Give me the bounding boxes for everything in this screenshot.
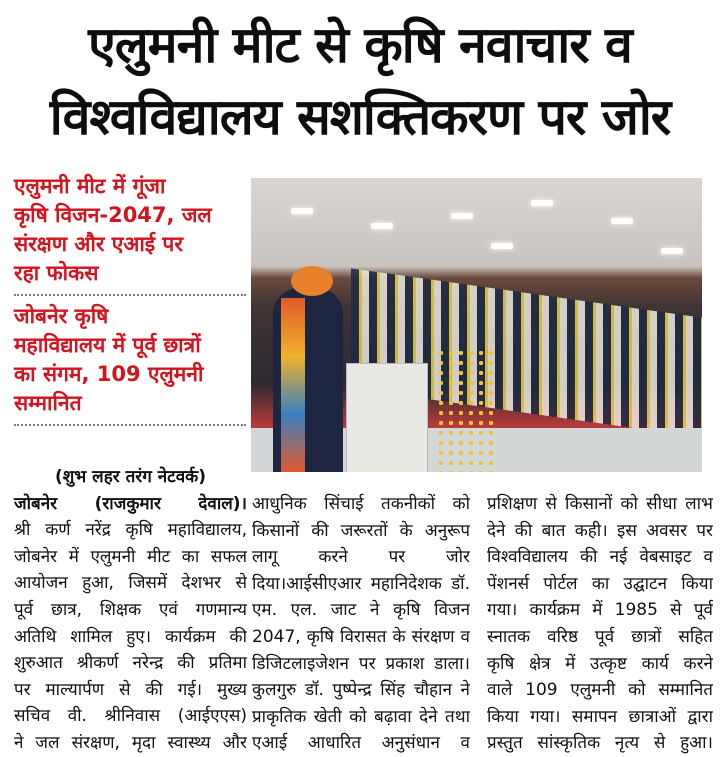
text-line: 2047, कृषि विरासत के संरक्षण व bbox=[252, 626, 470, 647]
subhead-line: जोबनेर कृषि bbox=[14, 304, 109, 328]
text-line: पूर्व छात्र, शिक्षक एवं गणमान्य bbox=[14, 599, 247, 620]
text-line: शुरुआत श्रीकर्ण नरेन्द्र की प्रतिमा bbox=[14, 653, 247, 674]
text-line: लागू करने पर जोर bbox=[252, 547, 470, 568]
text-line: अतिथि शामिल हुए। कार्यक्रम की bbox=[14, 626, 247, 647]
ceiling-light bbox=[371, 223, 393, 229]
subhead-line: एलुमनी मीट में गूंजा bbox=[14, 174, 166, 198]
text-line: स्नातक वरिष्ठ पूर्व छात्रों सहित bbox=[487, 626, 713, 647]
ceiling-light bbox=[611, 218, 633, 224]
text-line: आधुनिक सिंचाई तकनीकों को bbox=[252, 494, 470, 514]
headline-line-2: विश्वविद्यालय सशक्तिकरण पर जोर bbox=[49, 88, 671, 146]
text-line: डिजिटलाइजेशन पर प्रकाश डाला। bbox=[252, 653, 470, 674]
headline-line-1: एलुमनी मीट से कृषि नवाचार व bbox=[88, 16, 632, 74]
subheads bbox=[14, 172, 246, 432]
flower-decoration bbox=[436, 348, 496, 472]
column-body bbox=[14, 517, 247, 756]
subhead-2 bbox=[14, 302, 246, 418]
ceiling-light bbox=[491, 243, 513, 249]
article-column-3 bbox=[487, 491, 713, 757]
text-line: किया गया। समापन छात्राओं द्वारा bbox=[487, 706, 713, 727]
article-column-1 bbox=[14, 464, 247, 757]
ceiling-light bbox=[531, 200, 553, 206]
text-line: जोबनेर में एलुमनी मीट का सफल bbox=[14, 546, 247, 567]
text-line: दिया।आईसीएआर महानिदेशक डॉ. bbox=[252, 573, 470, 594]
speaker-scarf bbox=[281, 298, 305, 472]
event-photo bbox=[251, 178, 702, 472]
subhead-line: का संगम, 109 एलुमनी bbox=[14, 362, 204, 386]
text-line: आयोजन हुआ, जिसमें देशभर से bbox=[14, 573, 247, 594]
text-line: एम. एल. जाट ने कृषि विजन bbox=[252, 600, 470, 621]
ceiling-light bbox=[661, 248, 683, 254]
article-column-2 bbox=[252, 491, 470, 757]
text-line: सचिव वी. श्रीनिवास (आईएएस) bbox=[14, 706, 247, 727]
text-line: गया। कार्यक्रम में 1985 से पूर्व bbox=[487, 600, 713, 621]
text-line: एआई आधारित अनुसंधान व bbox=[252, 733, 470, 754]
text-line: प्रशिक्षण से किसानों को सीधा लाभ bbox=[487, 494, 713, 514]
dotted-divider bbox=[14, 424, 246, 426]
text-line: प्राकृतिक खेती को बढ़ावा देने तथा bbox=[252, 706, 470, 727]
text-line: विश्वविद्यालय की नई वेबसाइट व bbox=[487, 547, 713, 568]
subhead-line: रहा फोकस bbox=[14, 261, 99, 285]
subhead-line: कृषि विजन-2047, जल bbox=[14, 203, 212, 227]
text-line: देने की बात कही। इस अवसर पर bbox=[487, 520, 713, 541]
text-line: कृषि क्षेत्र में उत्कृष्ट कार्य करने bbox=[487, 653, 713, 674]
subhead-line: संरक्षण और एआई पर bbox=[14, 232, 183, 256]
subhead-line: सम्मानित bbox=[14, 391, 82, 415]
text-line: कुलगुरु डॉ. पुष्पेन्द्र सिंह चौहान ने bbox=[252, 680, 470, 701]
byline: (शुभ लहर तरंग नेटवर्क) bbox=[54, 467, 207, 487]
ceiling-light bbox=[451, 213, 473, 219]
dateline: जोबनेर (राजकुमार देवाल)। bbox=[14, 493, 247, 514]
text-line: पर माल्यार्पण से की गई। मुख्य bbox=[14, 679, 247, 700]
subhead-line: महाविद्यालय में पूर्व छात्रों bbox=[14, 333, 201, 357]
subhead-1 bbox=[14, 172, 246, 288]
podium bbox=[346, 363, 428, 472]
text-line: किसानों की जरूरतों के अनुरूप bbox=[252, 520, 470, 541]
text-line: पेंशनर्स पोर्टल का उद्घाटन किया bbox=[487, 573, 713, 594]
ceiling-light bbox=[291, 208, 313, 214]
speaker-turban bbox=[291, 266, 333, 296]
text-line: श्री कर्ण नरेंद्र कृषि महाविद्यालय, bbox=[14, 520, 247, 541]
text-line: ने जल संरक्षण, मृदा स्वास्थ्य और bbox=[14, 732, 247, 753]
column-body bbox=[252, 491, 470, 757]
dotted-divider bbox=[14, 294, 246, 296]
text-line: प्रस्तुत सांस्कृतिक नृत्य से हुआ। bbox=[487, 733, 713, 754]
column-body bbox=[487, 491, 713, 757]
text-line: वाले 109 एलुमनी को सम्मानित bbox=[487, 680, 713, 701]
